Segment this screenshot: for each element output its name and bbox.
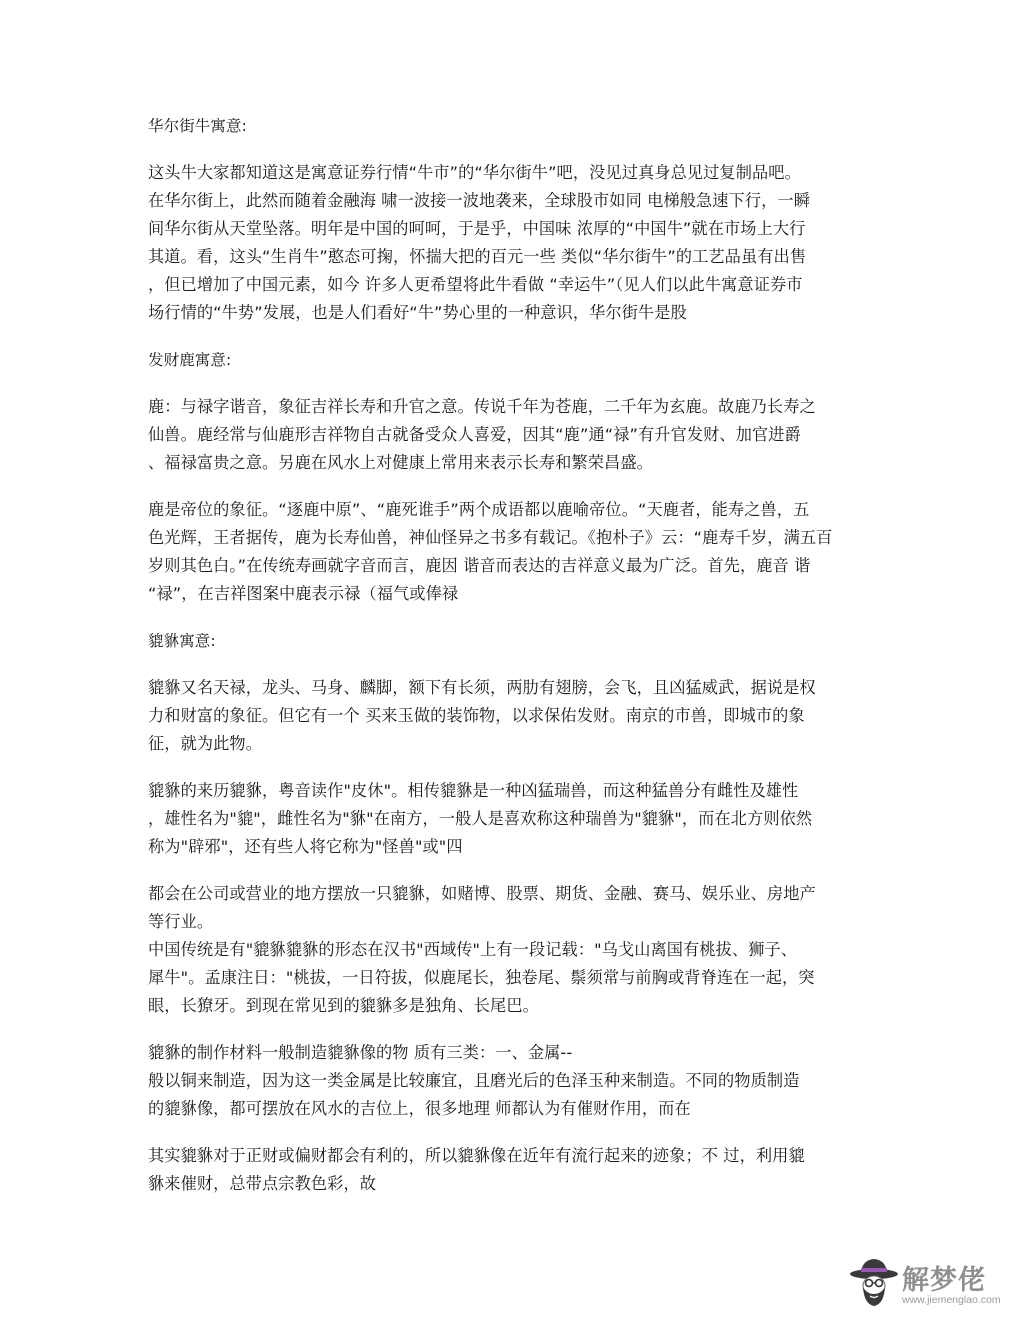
pixiu-paragraph-line: ，雄性名为"貔"，雌性名为"貅"在南方，一般人是喜欢称这种瑞兽为"貔貅"，而在北方则依然 [148,809,813,828]
pixiu-paragraph-line: 犀牛"。孟康注日："桃拔，一日符拔，似鹿尾长，独卷尾、鬃须常与前胸或背脊连在一起，突 [148,968,815,987]
watermark-site-name: 解梦佬 [902,1265,986,1296]
pixiu-paragraph-line: 的貔貅像，都可摆放在风水的吉位上，很多地理 师都认为有催财作用，而在 [148,1099,691,1118]
pixiu-paragraph-line: 貔貅又名天禄，龙头、马身、麟脚，额下有长须，两肋有翅膀，会飞，且凶猛威武，据说是权 [148,678,816,697]
watermark-site-url: www.jiemenglao.com [902,1294,1001,1306]
pixiu-paragraph-line: 称为"辟邪"，还有些人将它称为"怪兽"或"四 [148,837,463,856]
pixiu-paragraph-line: 都会在公司或营业的地方摆放一只貔貅，如赌博、股票、期货、金融、赛马、娱乐业、房地产 [148,884,816,903]
section-heading-bull: 华尔街牛寓意: [148,117,247,135]
section-heading-deer: 发财鹿寓意: [148,351,232,369]
deer-paragraph-line: 仙兽。鹿经常与仙鹿形吉祥物自古就备受众人喜爱，因其“鹿”通“禄”有升官发财、加官进爵 [148,425,801,444]
site-watermark [848,1252,1001,1316]
section-heading-pixiu: 貔貅寓意: [148,632,216,650]
bull-paragraph-line: ，但已增加了中国元素，如今 许多人更希望将此牛看做 “幸运牛”（见人们以此牛寓意证券市 [148,275,803,294]
bull-paragraph-line: 其道。看，这头“生肖牛”憨态可掬，怀揣大把的百元一些 类似“华尔街牛”的工艺品虽有出售 [148,247,807,266]
pixiu-paragraph-line: 征，就为此物。 [148,734,263,753]
deer-paragraph-line: 色光辉，王者据传，鹿为长寿仙兽，神仙怪异之书多有载记。《抱朴子》云：“鹿寿千岁，满五百 [148,528,833,547]
pixiu-paragraph-line: 貅来催财，总带点宗教色彩，故 [148,1174,377,1193]
pixiu-paragraph-line: 眼，长獠牙。到现在常见到的貔貅多是独角、长尾巴。 [148,996,539,1015]
pixiu-paragraph-line: 等行业。 [148,912,214,931]
pixiu-paragraph-line: 般以铜来制造，因为这一类金属是比较廉宜，且磨光后的色泽玉种来制造。不同的物质制造 [148,1071,800,1090]
bull-paragraph-line: 场行情的“牛势”发展，也是人们看好“牛”势心里的一种意识，华尔街牛是股 [148,303,687,322]
pixiu-paragraph-line: 其实貔貅对于正财或偏财都会有利的，所以貔貅像在近年有流行起来的迹象；不 过，利用貔 [148,1146,805,1165]
deer-paragraph-line: 鹿是帝位的象征。“逐鹿中原”、“鹿死谁手”两个成语都以鹿喻帝位。“天鹿者，能寿之兽，五 [148,500,810,519]
deer-paragraph-line: 、福禄富贵之意。另鹿在风水上对健康上常用来表示长寿和繁荣昌盛。 [148,453,653,472]
pixiu-paragraph-line: 力和财富的象征。但它有一个 买来玉做的装饰物，以求保佑发财。南京的市兽，即城市的象 [148,706,805,725]
pixiu-paragraph-line: 中国传统是有"貔貅貔貅的形态在汉书"西域传"上有一段记载："乌戈山离国有桃拔、狮子、 [148,940,798,959]
bull-paragraph-line: 这头牛大家都知道这是寓意证券行情“牛市”的“华尔街牛”吧，没见过真身总见过复制品吧。 [148,163,801,182]
bull-paragraph-line: 间华尔街从天堂坠落。明年是中国的呵呵，于是乎，中国味 浓厚的“中国牛”就在市场上大行 [148,219,806,238]
deer-paragraph-line: 鹿：与禄字谐音，象征吉祥长寿和升官之意。传说千年为苍鹿，二千年为玄鹿。故鹿乃长寿之 [148,397,816,416]
bearded-man-with-hat-logo-icon [848,1254,900,1312]
pixiu-paragraph-line: 貔貅的来历貔貅，粤音读作"皮休"。相传貔貅是一种凶猛瑞兽，而这种猛兽分有雌性及雄性 [148,781,799,800]
bull-paragraph-line: 在华尔街上，此然而随着金融海 啸一波接一波地袭来，全球股市如同 电梯般急速下行，一瞬 [148,191,810,210]
document-body [148,112,878,1198]
deer-paragraph-line: 岁则其色白。”在传统寿画就字音而言，鹿因 谐音而表达的吉祥意义最为广泛。首先，鹿音 谐 [148,556,811,575]
deer-paragraph-line: “禄”，在吉祥图案中鹿表示禄（福气或俸禄 [148,584,459,603]
pixiu-paragraph-line: 貔貅的制作材料一般制造貔貅像的物 质有三类：一、金属-- [148,1043,573,1062]
